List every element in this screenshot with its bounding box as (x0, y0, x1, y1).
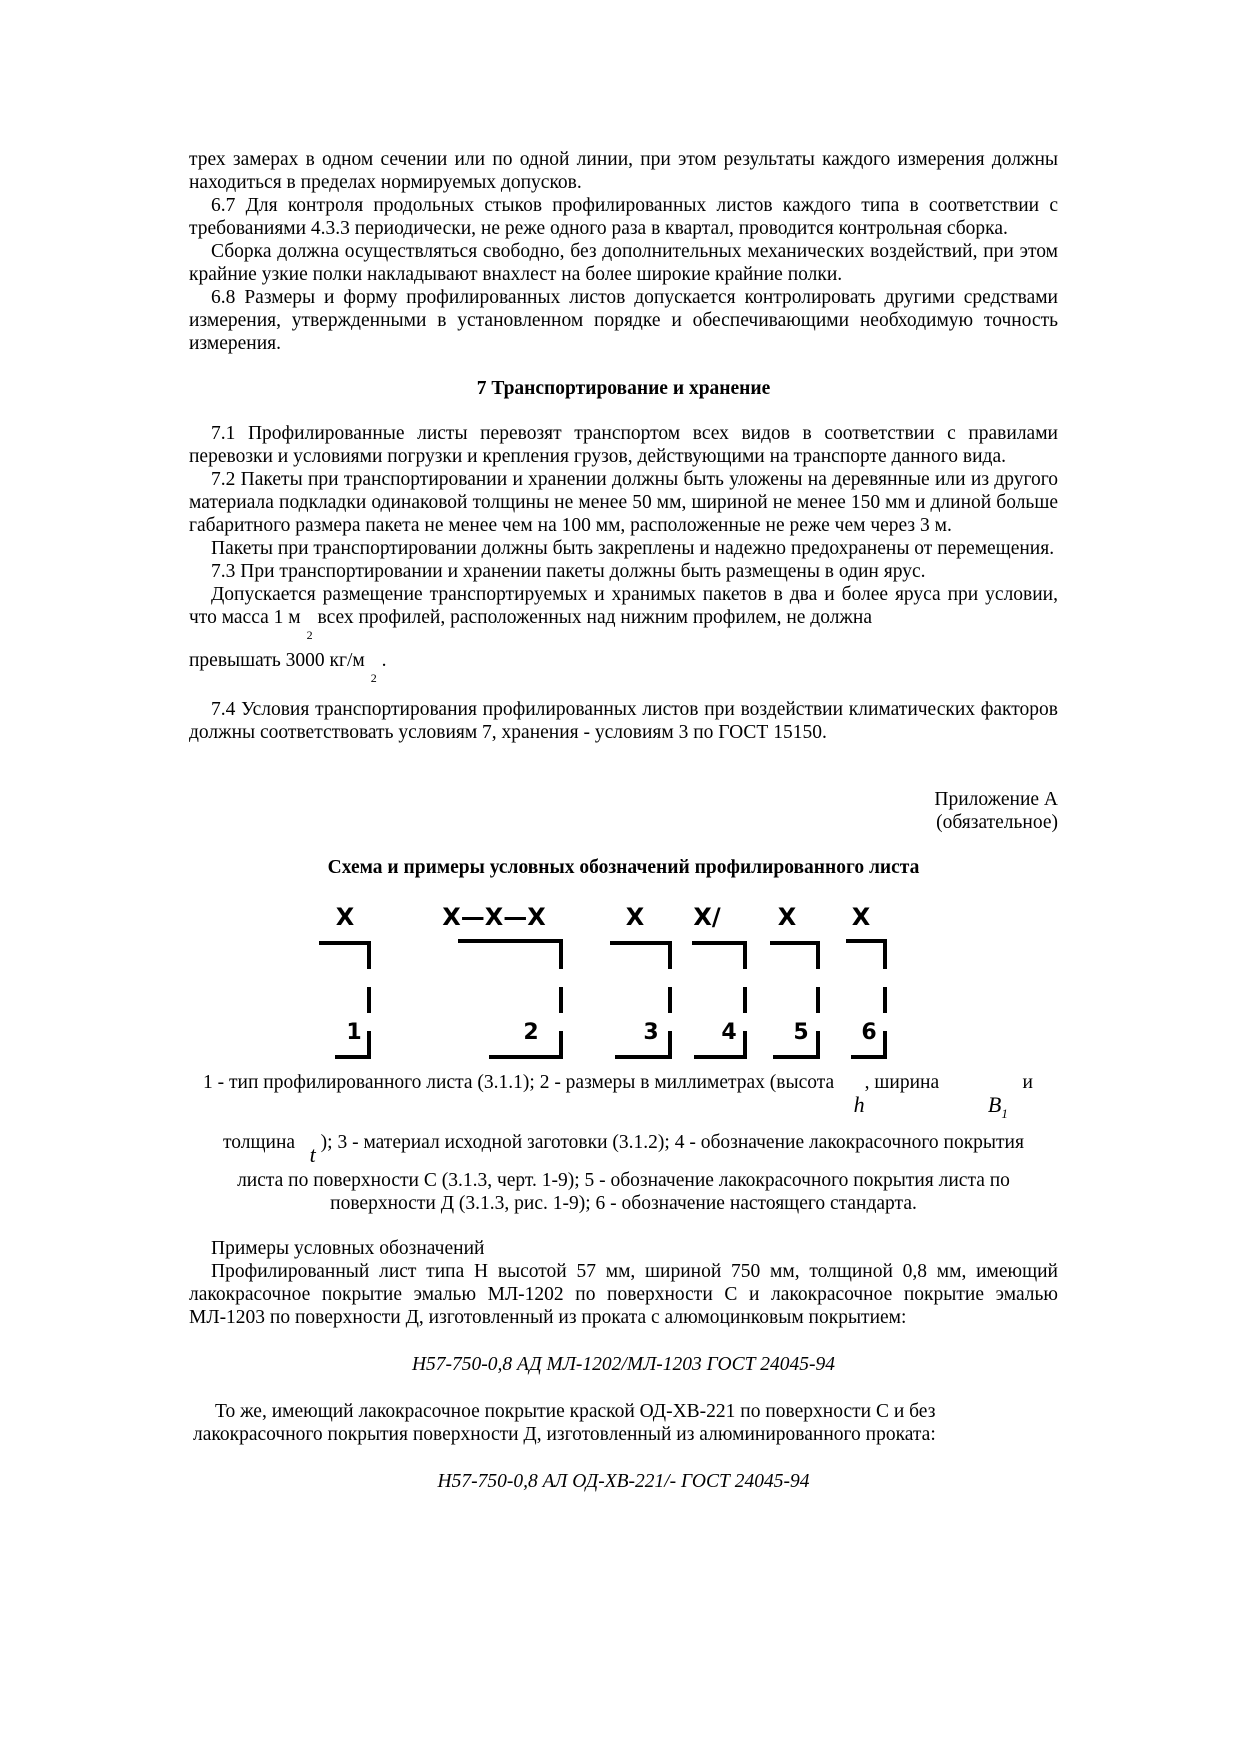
document-page (189, 148, 1058, 1493)
scheme-legend (189, 1069, 1058, 1215)
designation-scheme (189, 897, 1058, 1067)
legend-text: 1 - тип профилированного листа (3.1.1); 2 - размеры в миллиметрах (высота (203, 1072, 835, 1093)
variable-t: t (309, 1142, 316, 1167)
paragraph (189, 649, 1058, 685)
paragraph: 6.7 Для контроля продольных стыков профилированных листов каждого типа в соответствии с требованиями 4.3.3 периодически, не реже одного раза в квартал, проводится контрольная сборка. (189, 195, 1058, 239)
scheme-number: 3 (643, 1020, 659, 1045)
scheme-number: 5 (793, 1020, 809, 1045)
paragraph (189, 583, 1058, 642)
scheme-number: 6 (861, 1020, 877, 1045)
paragraph: Профилированный лист типа Н высотой 57 мм, шириной 750 мм, толщиной 0,8 мм, имеющий лакокрасочное покрытие эмалью МЛ-1202 по поверхности С и лакокрасочное покрытие эмалью МЛ-1203 по поверхности Д, изготовленный из проката с алюмоцинковым покрытием: (189, 1261, 1058, 1328)
legend-line (189, 1129, 1058, 1169)
variable-b-letter: B (987, 1092, 1002, 1117)
legend-text: , ширина (864, 1072, 940, 1093)
paragraph: 7.3 При транспортировании и хранении пакеты должны быть размещены в один ярус. (211, 561, 926, 582)
paragraph: трех замерах в одном сечении или по одной линии, при этом результаты каждого измерения должны находиться в пределах нормируемых допусков. (189, 149, 1058, 193)
legend-text: ); 3 - материал исходной заготовки (3.1.2); 4 - обозначение лакокрасочного покрытия (320, 1132, 1024, 1153)
designation-example: Н57-750-0,8 АЛ ОД-ХВ-221/- ГОСТ 24045-94 (437, 1471, 810, 1492)
examples-heading: Примеры условных обозначений (211, 1238, 485, 1259)
scheme-number: 2 (523, 1020, 539, 1045)
paragraph: То же, имеющий лакокрасочное покрытие краской ОД-ХВ-221 по поверхности С и без лакокрасочного покрытия поверхности Д, изготовленный из алюминированного проката: (193, 1401, 936, 1445)
legend-line (189, 1069, 1058, 1129)
variable-b-subscript: 1 (1001, 1106, 1008, 1121)
superscript: 2 (370, 671, 377, 685)
legend-line: листа по поверхности С (3.1.3, черт. 1-9); 5 - обозначение лакокрасочного покрытия листа по поверхности Д (3.1.3, рис. 1-9); 6 - обозначение настоящего стандарта. (237, 1170, 1010, 1214)
variable-h: h (853, 1092, 865, 1117)
scheme-label: Х/ (693, 903, 721, 931)
variable-b (987, 1092, 1008, 1121)
scheme-label: Х—Х—Х (442, 903, 546, 931)
scheme-label: Х (777, 903, 797, 931)
scheme-number: 1 (346, 1020, 362, 1045)
legend-text: и (1022, 1072, 1033, 1093)
paragraph-text: Допускается размещение транспортируемых и хранимых пакетов в два и более яруса при условии, что масса 1 м (189, 584, 1058, 628)
paragraph: 7.2 Пакеты при транспортировании и хранении должны быть уложены на деревянные или из другого материала подкладки одинаковой толщины не менее 50 мм, шириной не менее 150 мм и длиной больше габаритного размера пакета не менее чем на 100 мм, расположенные не реже чем через 3 м. (189, 469, 1058, 536)
scheme-bracket (610, 943, 670, 1057)
paragraph-text: . (381, 650, 387, 671)
superscript: 2 (306, 628, 313, 642)
designation-example: Н57-750-0,8 АД МЛ-1202/МЛ-1203 ГОСТ 24045-94 (411, 1354, 836, 1375)
paragraph: Пакеты при транспортировании должны быть закреплены и надежно предохранены от перемещения. (211, 538, 1055, 559)
paragraph: 7.1 Профилированные листы перевозят транспортом всех видов в соответствии с правилами перевозки и условиями погрузки и крепления грузов, действующими на транспорте данного вида. (189, 423, 1058, 467)
scheme-diagram (189, 897, 1058, 1067)
appendix-label: Приложение А (934, 789, 1058, 810)
appendix-title: Схема и примеры условных обозначений профилированного листа (327, 857, 920, 878)
paragraph: 7.4 Условия транспортирования профилированных листов при воздействии климатических факторов должны соответствовать условиям 7, хранения - условиям 3 по ГОСТ 15150. (189, 699, 1058, 743)
scheme-bracket (692, 943, 745, 1057)
scheme-label: Х (335, 903, 355, 931)
paragraph: Сборка должна осуществляться свободно, без дополнительных механических воздействий, при этом крайние узкие полки накладывают внахлест на более широкие крайние полки. (189, 241, 1058, 285)
appendix-note: (обязательное) (936, 812, 1058, 833)
scheme-bracket (458, 941, 561, 1057)
legend-text: толщина (223, 1132, 296, 1153)
section-heading: 7 Транспортирование и хранение (476, 378, 771, 399)
scheme-label: Х (851, 903, 871, 931)
scheme-label: Х (625, 903, 645, 931)
paragraph: 6.8 Размеры и форму профилированных листов допускается контролировать другими средствами измерения, утвержденными в установленном порядке и обеспечивающими необходимую точность измерения. (189, 287, 1058, 354)
paragraph-text: всех профилей, расположенных над нижним профилем, не должна (317, 607, 872, 628)
scheme-number: 4 (721, 1020, 737, 1045)
paragraph-text: превышать 3000 кг/м (189, 650, 365, 671)
